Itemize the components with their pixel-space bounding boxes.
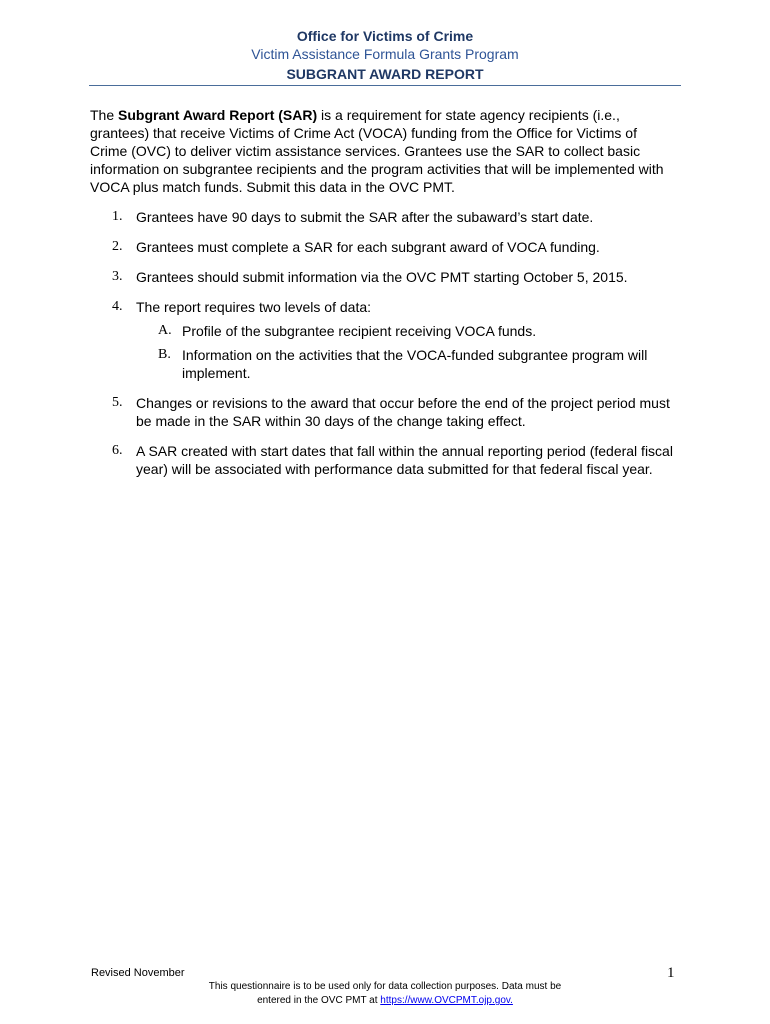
footer-note bbox=[200, 980, 570, 1008]
sub-list-item bbox=[90, 346, 680, 382]
intro-lead: The bbox=[90, 107, 119, 123]
list-item-number: 4. bbox=[112, 299, 123, 314]
sub-item-text: Information on the activities that the VOCA-funded subgrantee program will implement. bbox=[182, 347, 648, 381]
report-title: SUBGRANT AWARD REPORT bbox=[286, 66, 484, 82]
list-item-text: Grantees should submit information via the OVC PMT starting October 5, 2015. bbox=[136, 269, 628, 285]
list-item-text: Grantees must complete a SAR for each subgrant award of VOCA funding. bbox=[136, 239, 600, 255]
list-item bbox=[90, 298, 680, 382]
header-divider bbox=[89, 85, 681, 86]
list-item bbox=[90, 442, 680, 478]
list-item-number: 5. bbox=[112, 395, 123, 410]
list-item-number: 3. bbox=[112, 269, 123, 284]
requirements-list bbox=[90, 208, 680, 490]
list-item-text: Changes or revisions to the award that occur before the end of the project period must be made in the SAR within 30 days of the change taking effect. bbox=[136, 395, 670, 429]
list-item-text: The report requires two levels of data: bbox=[136, 299, 372, 315]
list-item-number: 1. bbox=[112, 209, 123, 224]
list-item bbox=[90, 268, 680, 286]
list-item bbox=[90, 238, 680, 256]
list-item-number: 2. bbox=[112, 239, 123, 254]
sub-item-text: Profile of the subgrantee recipient receiving VOCA funds. bbox=[182, 323, 537, 339]
intro-bold-term: Subgrant Award Report (SAR) bbox=[118, 107, 318, 123]
page-number: 1 bbox=[667, 965, 675, 981]
list-item-text: A SAR created with start dates that fall within the annual reporting period (federal fiscal year) will be associated with performance data submitted for that federal fiscal year. bbox=[136, 443, 673, 477]
ovc-pmt-link[interactable]: https://www.OVCPMT.ojp.gov. bbox=[380, 995, 513, 1006]
sub-item-letter: B. bbox=[158, 347, 171, 362]
intro-paragraph bbox=[90, 106, 675, 196]
footer-note-text: This questionnaire is to be used only for data collection purposes. Data must be entered in the OVC PMT at bbox=[208, 981, 562, 1006]
list-item bbox=[90, 208, 680, 226]
office-title: Office for Victims of Crime bbox=[296, 28, 474, 44]
list-item bbox=[90, 394, 680, 430]
program-title: Victim Assistance Formula Grants Program bbox=[251, 46, 519, 62]
list-item-number: 6. bbox=[112, 443, 123, 458]
sub-list-item bbox=[90, 322, 680, 340]
list-item-text: Grantees have 90 days to submit the SAR after the subaward’s start date. bbox=[136, 209, 594, 225]
intro-rest: is a requirement for state agency recipients (i.e., grantees) that receive Victims of Crime Act (VOCA) funding from the Office for Victims of Crime (OVC) to deliver victim assistance services. Grantees use the SAR to collect basic information on subgrantee recipients and the program activities that will be implemented with VOCA plus match funds. Submit this data in the OVC PMT. bbox=[90, 107, 664, 195]
sub-item-letter: A. bbox=[158, 323, 172, 338]
revised-date: Revised November bbox=[91, 967, 185, 979]
document-header bbox=[89, 27, 681, 84]
